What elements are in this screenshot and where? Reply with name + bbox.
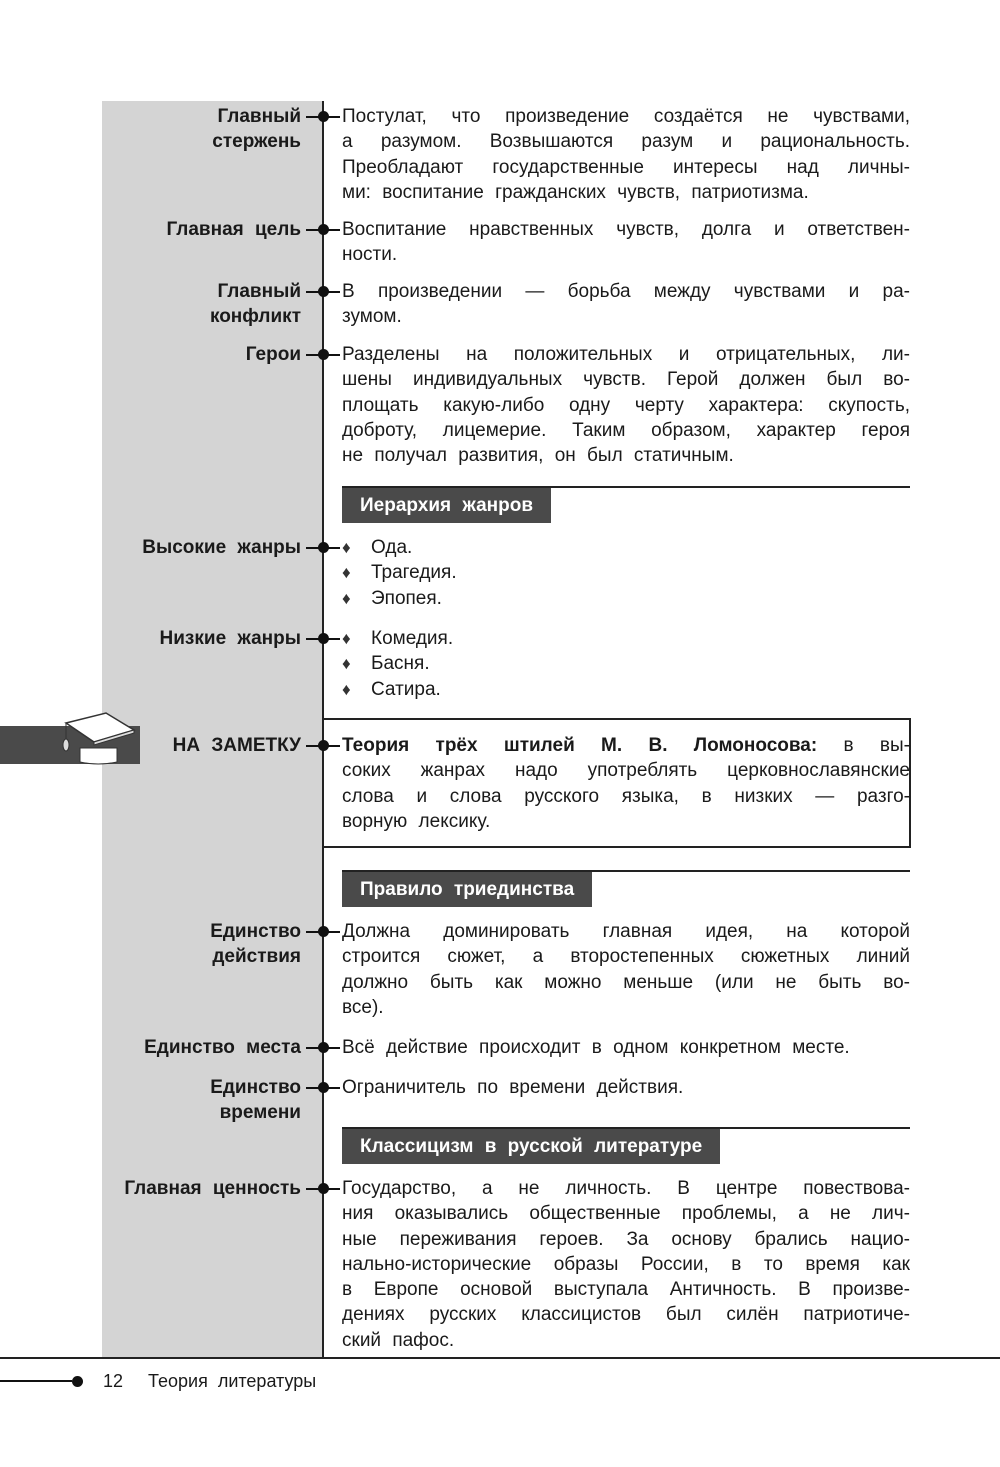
bullet-item: [342, 651, 910, 676]
text-line: ния оказывались общественные проблемы, а не лич-: [342, 1203, 910, 1225]
row-text: [342, 1035, 910, 1060]
row-text: [342, 342, 910, 468]
text-line: все).: [342, 996, 384, 1018]
running-title: Теория литературы: [148, 1371, 317, 1391]
connector-dot: [318, 1183, 329, 1194]
row-text: [342, 919, 910, 1020]
row-label: [212, 104, 301, 154]
connector-dot: [318, 286, 329, 297]
text-line: Разделены на положительных и отрицательных, ли-: [342, 344, 910, 365]
text-line: дениях русских классицистов был силён патриотиче-: [342, 1304, 910, 1326]
row-label-line: Единство: [210, 1077, 301, 1098]
text-line-rest: в вы-: [843, 735, 910, 756]
row-label-line: Высокие жанры: [142, 537, 301, 558]
connector-dot: [318, 1082, 329, 1093]
bullet-item: [342, 535, 910, 560]
row-label-line: времени: [219, 1102, 301, 1123]
row-label-line: Главная цель: [166, 219, 301, 240]
row-label: [124, 1176, 301, 1201]
bullet-item: [342, 626, 910, 651]
footer-rule: [0, 1380, 72, 1382]
row-label-line: Главный: [217, 106, 301, 127]
row-label-line: Главная ценность: [124, 1178, 301, 1199]
section-heading: Правило триединства: [342, 872, 592, 907]
footer-dot: [72, 1376, 83, 1387]
text-line: строится сюжет, а второстепенных сюжетных линий: [342, 946, 910, 968]
connector-dot: [318, 349, 329, 360]
text-line: доброту, лицемерие. Таким образом, характер героя: [342, 419, 910, 441]
row-label: [144, 1035, 301, 1060]
text-line: зумом.: [342, 306, 402, 328]
bullet-text: Эпопея.: [371, 587, 442, 609]
bullet-text: Трагедия.: [371, 562, 457, 584]
diamond-bullet-icon: ♦: [342, 629, 351, 648]
row-label: [166, 217, 301, 242]
row-text: [342, 535, 910, 611]
text-line: Всё действие происходит в одном конкретном месте.: [342, 1037, 850, 1058]
text-line: ский пафос.: [342, 1329, 455, 1351]
page-bottom-rule: [0, 1357, 1000, 1359]
text-line: Должна доминировать главная идея, на которой: [342, 921, 910, 942]
row-label-line: Единство места: [144, 1037, 301, 1058]
row-label-line: Единство: [210, 921, 301, 942]
diamond-bullet-icon: ♦: [342, 679, 351, 699]
row-label-line: НА ЗАМЕТКУ: [172, 735, 301, 756]
connector-dot: [318, 111, 329, 122]
row-text: [342, 279, 910, 330]
row-label: [142, 535, 301, 560]
diamond-bullet-icon: ♦: [342, 588, 351, 608]
diamond-bullet-icon: ♦: [342, 654, 351, 674]
row-text: [342, 217, 910, 268]
bullet-text: Ода.: [371, 537, 413, 558]
section-heading: Иерархия жанров: [342, 488, 551, 523]
connector-dot: [318, 633, 329, 644]
text-line: не получал развития, он был статичным.: [342, 445, 734, 467]
row-label-line: конфликт: [209, 306, 301, 327]
text-line: Воспитание нравственных чувств, долга и ответствен-: [342, 219, 910, 240]
text-line: ми: воспитание гражданских чувств, патриотизма.: [342, 181, 809, 203]
row-label-line: стержень: [212, 131, 301, 152]
row-label: [210, 279, 301, 329]
row-label: [210, 919, 301, 969]
row-label-line: Герои: [245, 344, 301, 365]
connector-dot: [318, 542, 329, 553]
text-line: ные переживания героев. За основу брались нацио-: [342, 1228, 910, 1250]
row-label: [160, 626, 301, 651]
bullet-item: [342, 560, 910, 585]
row-text: [342, 733, 910, 834]
row-label: [246, 342, 301, 367]
row-label: [173, 733, 301, 758]
section-heading: Классицизм в русской литературе: [342, 1129, 720, 1164]
text-line: ности.: [342, 244, 398, 266]
text-line: [342, 733, 910, 758]
connector-dot: [318, 740, 329, 751]
text-line: Постулат, что произведение создаётся не чувствами,: [342, 106, 910, 127]
row-text: [342, 626, 910, 702]
text-line: слова и слова русского языка, в низких — разго-: [342, 785, 910, 807]
diamond-bullet-icon: ♦: [342, 563, 351, 583]
bold-lead: Теория трёх штилей М. В. Ломоносова:: [342, 735, 818, 756]
text-line: нально-исторические образы России, в то время как: [342, 1253, 910, 1275]
connector-dot: [318, 1042, 329, 1053]
row-label-line: действия: [212, 946, 301, 967]
text-line: В произведении — борьба между чувствами и ра-: [342, 281, 910, 302]
row-text: [342, 1075, 910, 1100]
text-line: соких жанрах надо употреблять церковнославянские: [342, 760, 910, 782]
text-line: Ограничитель по времени действия.: [342, 1077, 684, 1098]
connector-dot: [318, 926, 329, 937]
text-line: в Европе основой выступала Античность. В произве-: [342, 1279, 910, 1301]
bullet-text: Сатира.: [371, 678, 441, 700]
diamond-bullet-icon: ♦: [342, 538, 351, 557]
row-label: [210, 1075, 301, 1125]
row-label-line: Главный: [217, 281, 301, 302]
text-line: а разумом. Возвышаются разум и рациональность.: [342, 131, 910, 153]
text-line: должно быть как можно меньше (или не быть во-: [342, 971, 910, 993]
bullet-item: [342, 586, 910, 611]
text-line: шены индивидуальных чувств. Герой должен был во-: [342, 369, 910, 391]
connector-dot: [318, 224, 329, 235]
text-line: ворную лексику.: [342, 810, 491, 832]
row-text: [342, 1176, 910, 1353]
text-line: Преобладают государственные интересы над личны-: [342, 156, 910, 178]
text-line: Государство, а не личность. В центре повествова-: [342, 1178, 910, 1199]
bullet-text: Басня.: [371, 653, 430, 675]
page-number: 12: [103, 1371, 124, 1391]
graduation-cap-icon: [60, 710, 140, 766]
bullet-text: Комедия.: [371, 628, 454, 649]
text-line: площать какую-либо одну черту характера: скупость,: [342, 394, 910, 416]
row-text: [342, 104, 910, 205]
bullet-item: [342, 677, 910, 702]
row-label-line: Низкие жанры: [159, 628, 301, 649]
